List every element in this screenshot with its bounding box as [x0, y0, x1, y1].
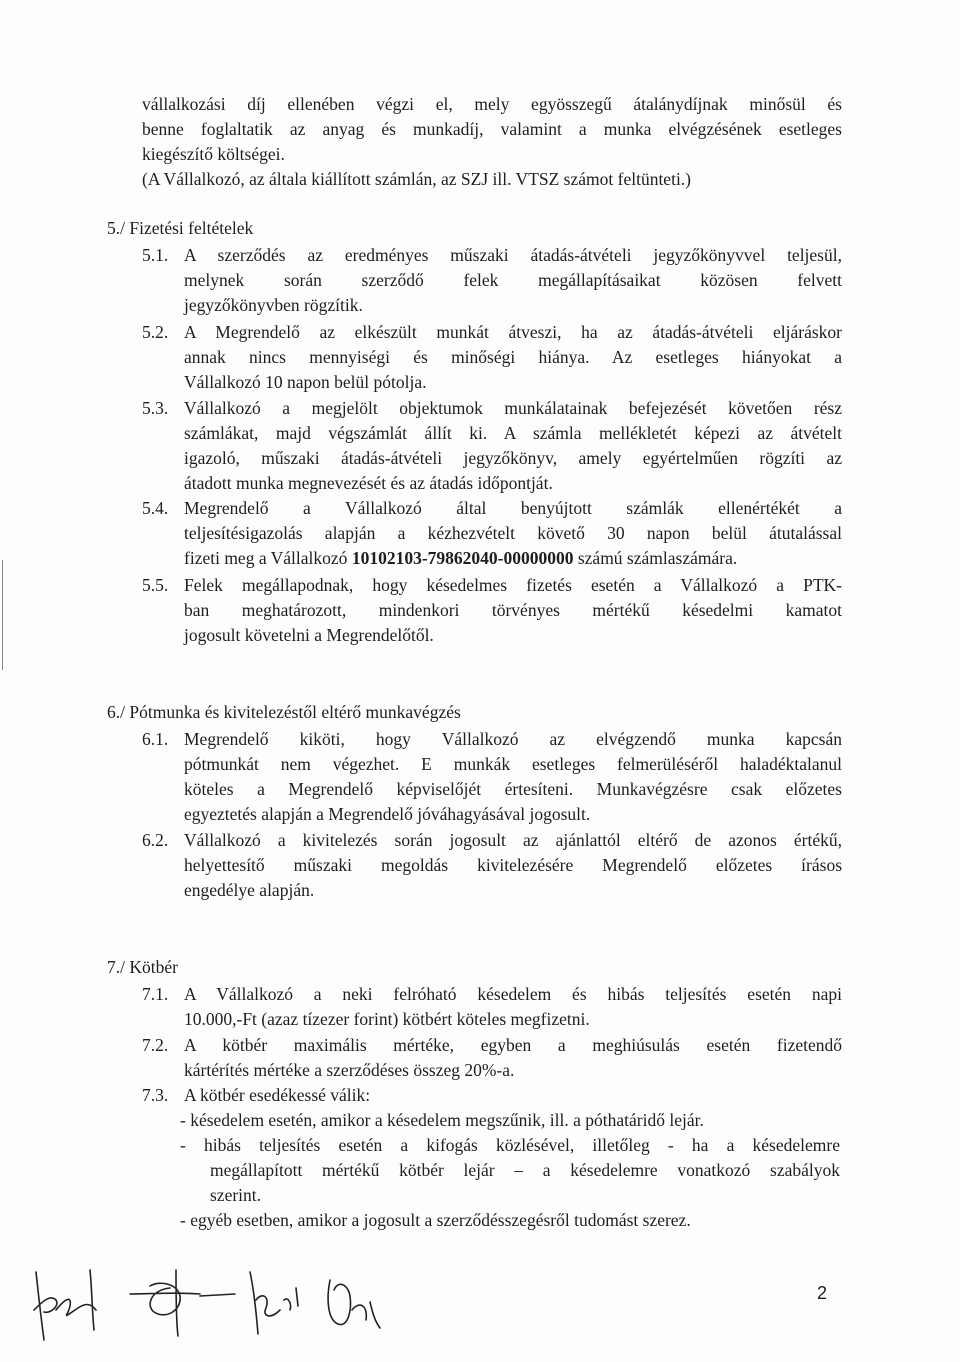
bullet-item [180, 1108, 840, 1133]
text-line: köteles a Megrendelő képviselőjét értesíteni. Munkavégzésre csak előzetes [184, 779, 842, 799]
item-7-1-text [184, 982, 842, 1032]
text-line: Felek megállapodnak, hogy késedelmes fizetés esetén a Vállalkozó a PTK- [184, 575, 842, 595]
text-line: teljesítésigazolás alapján a kézhezvételt követő 30 napon belül átutalással [184, 523, 842, 543]
text-line: annak nincs mennyiségi és minőségi hiánya. Az esetleges hiányokat a [184, 347, 842, 367]
item-number: 7.2. [142, 1035, 169, 1055]
text-line: helyettesítő műszaki megoldás kivitelezésére Megrendelő előzetes írásos [184, 855, 842, 875]
item-6-2-text [184, 828, 842, 903]
scan-edge-line [2, 560, 3, 670]
bullet-item [180, 1133, 840, 1158]
section-6-heading: 6./ Pótmunka és kivitelezéstől eltérő munkavégzés [107, 702, 461, 722]
item-7-2-text [184, 1033, 842, 1083]
text-line: egyeztetés alapján a Megrendelő jóváhagyásával jogosult. [184, 804, 591, 824]
text-line: Vállalkozó a megjelölt objektumok munkálatainak befejezését követően rész [184, 398, 842, 418]
item-number: 7.3. [142, 1085, 169, 1105]
text-line: Megrendelő a Vállalkozó által benyújtott számlák ellenértékét a [184, 498, 842, 518]
handwritten-signatures [0, 1250, 700, 1360]
bullet-line: - késedelem esetén, amikor a késedelem megszűnik, ill. a póthatáridő lejár. [180, 1110, 704, 1130]
item-number: 6.1. [142, 729, 169, 749]
bullet-line: - hibás teljesítés esetén a kifogás közlésével, illetőleg - ha a késedelemre [180, 1135, 840, 1155]
item-5-2-text [184, 320, 842, 395]
bullet-line: megállapított mértékű kötbér lejár – a késedelemre vonatkozó szabályok [210, 1160, 840, 1180]
item-number: 5.5. [142, 575, 169, 595]
text-line: átadott munka megnevezését és az átadás időpontját. [184, 473, 553, 493]
text-line: Vállalkozó a kivitelezés során jogosult az ajánlattól eltérő de azonos értékű, [184, 830, 842, 850]
item-number: 5.4. [142, 498, 169, 518]
item-6-1-text [184, 727, 842, 827]
item-number: 6.2. [142, 830, 169, 850]
text-line: A kötbér esedékessé válik: [184, 1085, 371, 1105]
intro-line: benne foglaltatik az anyag és munkadíj, valamint a munka elvégzésének esetleges [142, 119, 842, 139]
section-5-heading: 5./ Fizetési feltételek [107, 218, 254, 238]
page-number: 2 [817, 1283, 828, 1303]
intro-paragraph [142, 92, 842, 192]
text-line: 10.000,-Ft (azaz tízezer forint) kötbért köteles megfizetni. [184, 1009, 590, 1029]
text-line: A szerződés az eredményes műszaki átadás-átvételi jegyzőkönyvvel teljesül, [184, 245, 842, 265]
text-line [184, 546, 842, 571]
text-line: jegyzőkönyvben rögzítik. [184, 295, 363, 315]
intro-line: (A Vállalkozó, az általa kiállított számlán, az SZJ ill. VTSZ számot feltünteti.) [142, 169, 692, 189]
bullet-item [180, 1208, 840, 1233]
text-line: Megrendelő kiköti, hogy Vállalkozó az elvégzendő munka kapcsán [184, 729, 842, 749]
item-number: 5.1. [142, 245, 169, 265]
text-line: melynek során szerződő felek megállapításaikat közösen felvett [184, 270, 842, 290]
item-5-5-text [184, 573, 842, 648]
item-number: 5.2. [142, 322, 169, 342]
signature-mark-4 [328, 1280, 380, 1328]
text-fragment: fizeti meg a Vállalkozó [184, 548, 352, 568]
bank-account-number: 10102103-79862040-00000000 [351, 548, 574, 568]
intro-line: vállalkozási díj ellenében végzi el, mely egyösszegű átalánydíjnak minősül és [142, 94, 842, 114]
text-line: kártérítés mértéke a szerződéses összeg 20%-a. [184, 1060, 515, 1080]
text-line: A kötbér maximális mértéke, egyben a meghiúsulás esetén fizetendő [184, 1035, 842, 1055]
item-5-3-text [184, 396, 842, 496]
text-line: ban meghatározott, mindenkori törvényes mértékű késedelmi kamatot [184, 600, 842, 620]
text-line: számlákat, majd végszámlát állít ki. A számla mellékletét képezi az átvételt [184, 423, 842, 443]
item-number: 5.3. [142, 398, 169, 418]
text-line: Vállalkozó 10 napon belül pótolja. [184, 372, 427, 392]
item-number: 7.1. [142, 984, 169, 1004]
text-line: igazoló, műszaki átadás-átvételi jegyzőkönyv, amely egyértelműen rögzíti az [184, 448, 842, 468]
section-7-heading: 7./ Kötbér [107, 957, 178, 977]
signature-mark-2 [130, 1270, 235, 1336]
item-5-1-text [184, 243, 842, 318]
bullet-line: - egyéb esetben, amikor a jogosult a szerződésszegésről tudomást szerez. [180, 1210, 691, 1230]
text-line: A Megrendelő az elkészült munkát átveszi, ha az átadás-átvételi eljáráskor [184, 322, 842, 342]
text-line: engedélye alapján. [184, 880, 315, 900]
item-5-4-text [184, 496, 842, 571]
intro-line: kiegészítő költségei. [142, 144, 285, 164]
text-line: A Vállalkozó a neki felróható késedelem és hibás teljesítés esetén napi [184, 984, 842, 1004]
bullet-line: szerint. [210, 1185, 262, 1205]
signature-mark-1 [34, 1270, 96, 1340]
bullet-continuation [210, 1158, 840, 1208]
item-7-3-text [184, 1083, 842, 1108]
text-line: jogosult követelni a Megrendelőtől. [184, 625, 434, 645]
signature-mark-3 [250, 1272, 298, 1334]
text-line: pótmunkát nem végezhet. E munkák esetleges felmerüléséről haladéktalanul [184, 754, 842, 774]
text-fragment: számú számlaszámára. [573, 548, 738, 568]
